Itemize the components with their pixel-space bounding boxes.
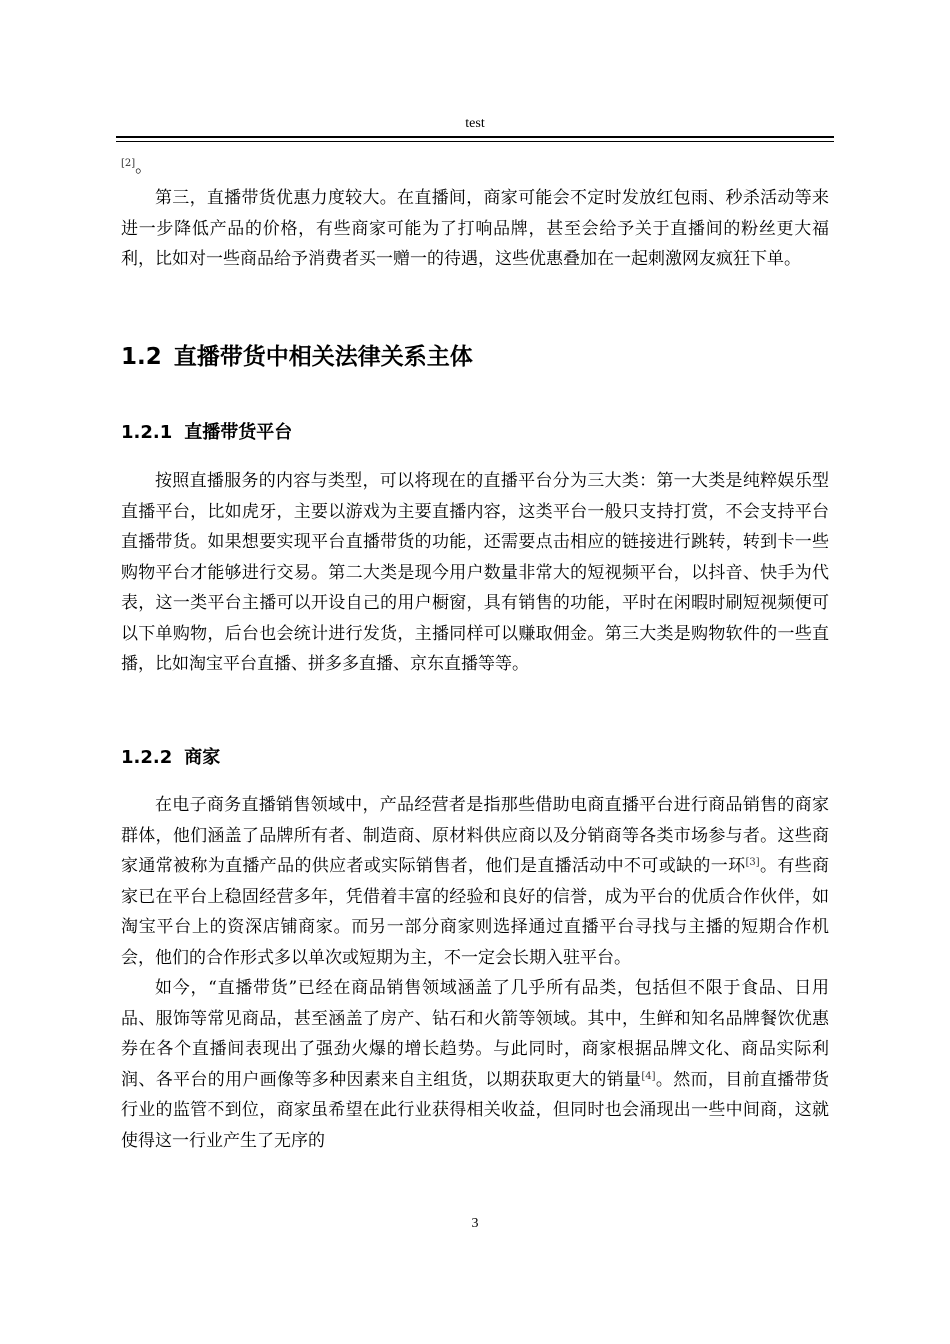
paragraph [121, 466, 829, 680]
header-rule-thin [116, 141, 834, 142]
continued-line [121, 152, 829, 182]
section-heading [121, 338, 473, 371]
header-rule-thick [116, 136, 834, 138]
subsection-title: 商家 [184, 747, 221, 768]
citation-ref: [3] [745, 857, 760, 868]
paragraph-text-part: 。然而，目前直播带货行业的监管不到位，商家虽希望在此行业获得相关收益，但同时也会涌现出一些中间商，这就使得这一行业产生了无序的 [121, 1069, 830, 1151]
citation-ref: [2] [121, 158, 136, 169]
paragraph-text [121, 790, 829, 973]
page-number: 3 [471, 1216, 479, 1231]
paragraph-text [121, 973, 829, 1156]
paragraph-merchants [121, 790, 829, 1156]
subsection-number: 1.2.1 [121, 422, 173, 443]
citation-ref: [4] [641, 1070, 656, 1082]
subsection-heading [121, 418, 292, 444]
subsection-title: 直播带货平台 [184, 422, 293, 443]
continued-text: 。 [135, 157, 153, 177]
paragraph-text: 按照直播服务的内容与类型，可以将现在的直播平台分为三大类：第一大类是纯粹娱乐型直播平台，比如虎牙，主要以游戏为主要直播内容，这类平台一般只支持打赏，不会支持平台直播带货。如果想要实现平台直播带货的功能，还需要点击相应的链接进行跳转，转到卡一些购物平台才能够进行交易。第二大类是现今用户数量非常大的短视频平台，以抖音、快手为代表，这一类平台主播可以开设自己的用户橱窗，具有销售的功能，平时在闲暇时刷短视频便可以下单购物，后台也会统计进行发货，主播同样可以赚取佣金。第三大类是购物软件的一些直播，比如淘宝平台直播、拼多多直播、京东直播等等。 [121, 471, 829, 674]
page-header: test [465, 116, 485, 131]
subsection-number: 1.2.2 [121, 747, 173, 768]
paragraph-text-part: 。有些商家已在平台上稳固经营多年，凭借着丰富的经验和良好的信誉，成为平台的优质合作伙伴，如淘宝平台上的资深店铺商家。而另一部分商家则选择通过直播平台寻找与主播的短期合作机会，他们的合作形式多以单次或短期为主，不一定会长期入驻平台。 [121, 856, 830, 968]
section-number: 1.2 [121, 344, 162, 370]
section-title: 直播带货中相关法律关系主体 [173, 344, 473, 370]
paragraph-text-part: 如今，“直播带货”已经在商品销售领域涵盖了几乎所有品类，包括但不限于食品、日用品、服饰等常见商品，甚至涵盖了房产、钻石和火箭等领域。其中，生鲜和知名品牌餐饮优惠券在各个直播间表现出了强劲火爆的增长趋势。与此同时，商家根据品牌文化、商品实际利润、各平台的用户画像等多种因素来自主组货，以期获取更大的销量 [121, 978, 829, 1090]
subsection-heading [121, 743, 220, 769]
paragraph [121, 183, 829, 275]
paragraph-text: 第三，直播带货优惠力度较大。在直播间，商家可能会不定时发放红包雨、秒杀活动等来进一步降低产品的价格，有些商家可能为了打响品牌，甚至会给予关于直播间的粉丝更大福利，比如对一些商品给予消费者买一赠一的待遇，这些优惠叠加在一起刺激网友疯狂下单。 [121, 188, 829, 269]
paragraph-text-part: 在电子商务直播销售领域中，产品经营者是指那些借助电商直播平台进行商品销售的商家群体，他们涵盖了品牌所有者、制造商、原材料供应商以及分销商等各类市场参与者。这些商家通常被称为直播产品的供应者或实际销售者，他们是直播活动中不可或缺的一环 [121, 795, 829, 876]
